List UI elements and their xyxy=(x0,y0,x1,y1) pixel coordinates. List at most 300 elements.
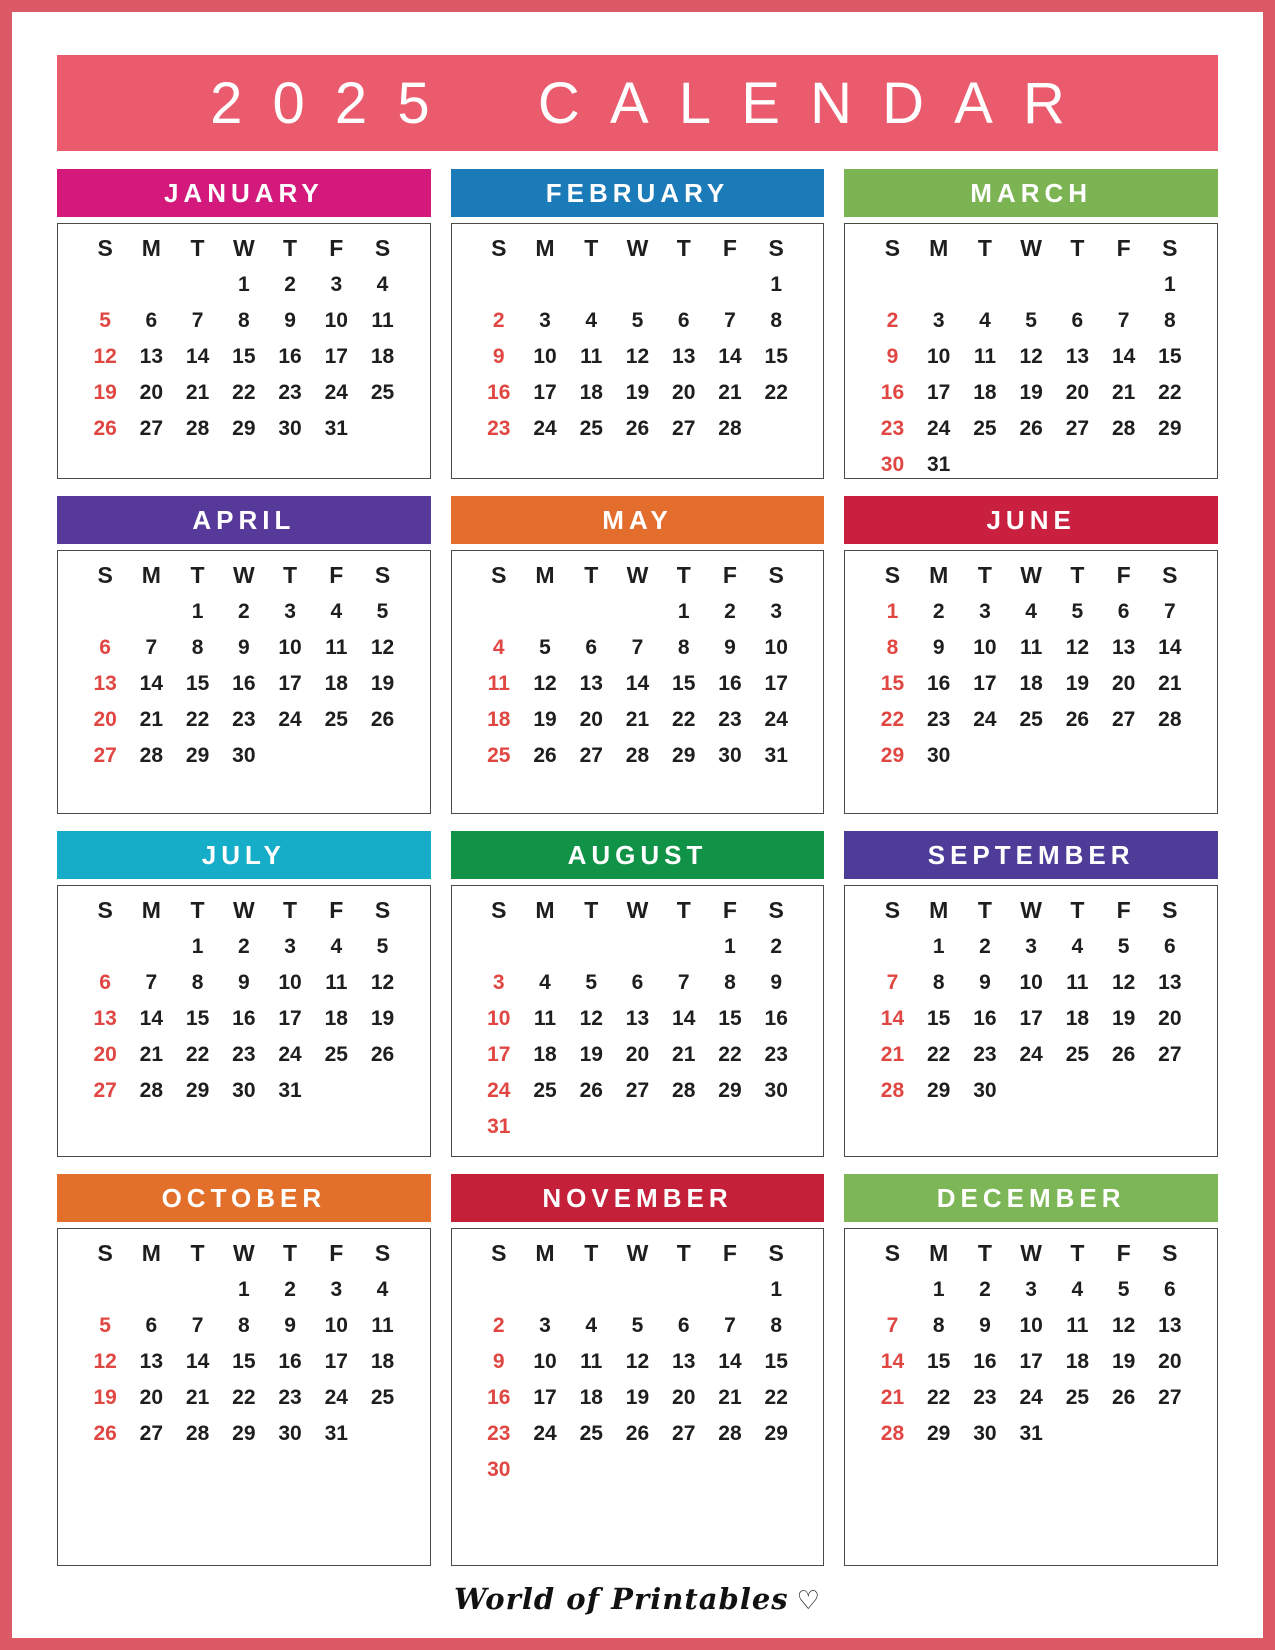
day-cell: 21 xyxy=(139,1043,164,1066)
day-cell: 9 xyxy=(932,636,945,659)
day-cell xyxy=(962,738,1008,774)
day-cell: 3 xyxy=(492,971,505,994)
day-cell: 14 xyxy=(625,672,650,695)
day-cell: 27 xyxy=(1065,417,1090,440)
day-cell: 12 xyxy=(1111,971,1136,994)
day-cell: 20 xyxy=(672,381,696,404)
day-cell: 4 xyxy=(585,1314,598,1337)
day-cell: 25 xyxy=(1065,1043,1090,1066)
weekday-letter: W xyxy=(626,562,649,588)
day-cell: 19 xyxy=(625,1386,650,1409)
day-cell: 18 xyxy=(1065,1350,1090,1373)
day-cell: 27 xyxy=(1158,1386,1182,1409)
month-date-grid xyxy=(57,223,431,479)
weekday-letter: T xyxy=(190,1240,205,1266)
day-cell: 19 xyxy=(625,381,650,404)
weekday-letter: W xyxy=(232,235,255,261)
day-cell: 11 xyxy=(371,309,394,332)
day-cell: 11 xyxy=(580,1350,603,1373)
day-cell xyxy=(707,1272,753,1308)
week-row xyxy=(82,1380,406,1416)
weekday-letter: S xyxy=(491,897,507,923)
day-cell: 15 xyxy=(880,672,905,695)
day-cell: 10 xyxy=(927,345,951,368)
weekday-letter: T xyxy=(1070,562,1085,588)
day-cell: 3 xyxy=(979,600,991,623)
page-title: 2025 CALENDAR xyxy=(210,70,1096,136)
week-row xyxy=(476,965,800,1001)
day-cell: 14 xyxy=(185,1350,210,1373)
day-cell: 6 xyxy=(1117,600,1130,623)
weekday-letter: S xyxy=(884,562,901,588)
day-cell: 16 xyxy=(718,672,742,695)
day-cell: 13 xyxy=(1158,1314,1182,1337)
week-row xyxy=(476,1416,800,1452)
day-cell: 30 xyxy=(278,417,302,440)
day-cell: 1 xyxy=(191,600,204,623)
day-cell: 22 xyxy=(764,1386,788,1409)
day-cell: 19 xyxy=(579,1043,603,1066)
day-cell xyxy=(1101,1416,1147,1452)
day-cell xyxy=(1008,267,1054,303)
day-cell: 29 xyxy=(185,1079,210,1102)
day-cell xyxy=(82,929,128,965)
day-cell xyxy=(174,267,220,303)
day-cell: 20 xyxy=(139,381,164,404)
day-cell: 18 xyxy=(533,1043,557,1066)
week-row xyxy=(476,303,800,339)
weekday-letter: T xyxy=(283,562,298,588)
day-cell: 4 xyxy=(539,971,551,994)
weekday-letter: S xyxy=(1162,235,1178,261)
day-cell: 2 xyxy=(886,309,899,332)
day-cell: 9 xyxy=(979,1314,991,1337)
day-cell: 7 xyxy=(1117,309,1130,332)
day-cell: 14 xyxy=(880,1007,905,1030)
month-date-grid xyxy=(57,550,431,814)
week-row xyxy=(82,929,406,965)
day-cell xyxy=(476,929,522,965)
day-cell xyxy=(614,1452,660,1488)
weekday-letter: T xyxy=(1070,897,1085,923)
week-row xyxy=(869,339,1193,375)
day-cell: 2 xyxy=(284,273,296,296)
day-cell: 21 xyxy=(1111,381,1136,404)
weekday-letter: S xyxy=(1162,1240,1178,1266)
day-cell xyxy=(1008,738,1054,774)
day-cell: 17 xyxy=(324,345,348,368)
month-june xyxy=(844,496,1218,814)
month-date-grid xyxy=(57,1228,431,1566)
day-cell: 31 xyxy=(324,417,348,440)
day-cell xyxy=(1147,447,1193,483)
day-cell: 12 xyxy=(1019,345,1043,368)
day-cell: 8 xyxy=(191,971,204,994)
day-cell: 28 xyxy=(139,744,164,767)
day-cell: 30 xyxy=(232,744,256,767)
weekday-letter: T xyxy=(676,235,691,261)
day-cell xyxy=(614,267,660,303)
day-cell: 2 xyxy=(979,935,991,958)
day-cell: 14 xyxy=(718,345,742,368)
weekday-letter: T xyxy=(283,897,298,923)
weekday-letter: M xyxy=(141,1240,161,1266)
day-cell: 3 xyxy=(1025,935,1037,958)
day-cell: 20 xyxy=(1111,672,1136,695)
day-cell: 11 xyxy=(533,1007,557,1030)
day-cell: 7 xyxy=(886,971,899,994)
day-cell xyxy=(359,1073,405,1109)
day-cell: 28 xyxy=(880,1422,905,1445)
day-cell: 25 xyxy=(324,1043,348,1066)
weekday-letter: M xyxy=(141,562,161,588)
day-cell: 29 xyxy=(927,1422,951,1445)
day-cell: 1 xyxy=(237,273,250,296)
day-cell: 25 xyxy=(533,1079,557,1102)
week-row xyxy=(82,303,406,339)
day-cell: 9 xyxy=(284,309,296,332)
day-cell: 19 xyxy=(93,1386,117,1409)
day-cell: 29 xyxy=(672,744,696,767)
weekday-letter: T xyxy=(584,235,599,261)
day-cell xyxy=(267,738,313,774)
day-cell: 5 xyxy=(376,600,389,623)
week-row xyxy=(82,738,406,774)
weekday-letter: W xyxy=(1020,897,1042,923)
day-cell: 4 xyxy=(330,600,343,623)
day-cell xyxy=(174,1272,220,1308)
day-cell: 5 xyxy=(1117,1278,1130,1301)
day-cell: 29 xyxy=(764,1422,788,1445)
day-cell: 26 xyxy=(1065,708,1090,731)
day-cell: 12 xyxy=(370,636,395,659)
day-cell: 10 xyxy=(278,971,302,994)
day-cell: 4 xyxy=(1025,600,1037,623)
day-cell: 3 xyxy=(1025,1278,1037,1301)
day-cell xyxy=(522,929,568,965)
day-cell: 20 xyxy=(1158,1007,1182,1030)
day-cell xyxy=(359,411,405,447)
day-cell: 28 xyxy=(139,1079,164,1102)
weekday-letter: S xyxy=(884,897,901,923)
day-cell: 18 xyxy=(579,381,603,404)
day-cell xyxy=(753,1109,799,1145)
day-cell: 7 xyxy=(886,1314,899,1337)
day-cell: 22 xyxy=(185,1043,210,1066)
month-header: JULY xyxy=(57,831,431,879)
day-cell: 31 xyxy=(764,744,788,767)
weekday-letter: T xyxy=(977,562,992,588)
weekday-letter: W xyxy=(232,1240,255,1266)
day-cell: 8 xyxy=(677,636,690,659)
day-cell xyxy=(661,1272,707,1308)
weekday-letter: S xyxy=(374,562,391,588)
day-cell: 13 xyxy=(1158,971,1182,994)
day-cell: 5 xyxy=(376,935,389,958)
weekday-letter: F xyxy=(722,1240,737,1266)
day-cell: 6 xyxy=(677,1314,690,1337)
day-cell: 27 xyxy=(1158,1043,1182,1066)
day-cell: 18 xyxy=(487,708,511,731)
weekday-letter: T xyxy=(1070,235,1085,261)
day-cell xyxy=(522,1272,568,1308)
day-cell: 5 xyxy=(631,1314,644,1337)
weekday-header-row xyxy=(82,892,406,929)
day-cell: 22 xyxy=(927,1386,951,1409)
week-row xyxy=(82,1037,406,1073)
day-cell: 24 xyxy=(973,708,997,731)
day-cell: 13 xyxy=(1065,345,1090,368)
day-cell xyxy=(1101,267,1147,303)
weekday-letter: S xyxy=(374,1240,391,1266)
day-cell: 25 xyxy=(487,744,511,767)
day-cell: 5 xyxy=(99,309,111,332)
week-row xyxy=(82,965,406,1001)
day-cell: 18 xyxy=(370,345,395,368)
day-cell xyxy=(1054,1416,1100,1452)
day-cell: 27 xyxy=(139,1422,164,1445)
day-cell: 12 xyxy=(625,1350,650,1373)
day-cell: 25 xyxy=(973,417,997,440)
brand-name: World of Printables xyxy=(454,1582,789,1616)
weekday-letter: W xyxy=(626,235,649,261)
day-cell: 9 xyxy=(492,1350,505,1373)
weekday-letter: S xyxy=(97,235,113,261)
day-cell: 23 xyxy=(927,708,951,731)
week-row xyxy=(476,1109,800,1145)
day-cell: 21 xyxy=(880,1386,905,1409)
day-cell xyxy=(1008,1073,1054,1109)
day-cell: 16 xyxy=(487,381,511,404)
day-cell: 27 xyxy=(672,417,696,440)
day-cell: 13 xyxy=(139,345,164,368)
day-cell: 14 xyxy=(880,1350,905,1373)
day-cell: 3 xyxy=(330,273,343,296)
weekday-letter: T xyxy=(190,897,205,923)
day-cell: 17 xyxy=(533,1386,557,1409)
day-cell: 22 xyxy=(718,1043,742,1066)
weekday-letter: F xyxy=(329,235,344,261)
day-cell: 16 xyxy=(973,1350,997,1373)
week-row xyxy=(476,1344,800,1380)
weekday-header-row xyxy=(476,1235,800,1272)
day-cell: 5 xyxy=(585,971,598,994)
day-cell: 9 xyxy=(284,1314,296,1337)
day-cell: 13 xyxy=(1111,636,1136,659)
day-cell: 13 xyxy=(579,672,603,695)
day-cell: 5 xyxy=(631,309,644,332)
weekday-letter: F xyxy=(722,562,737,588)
day-cell xyxy=(869,267,915,303)
weekday-header-row xyxy=(476,557,800,594)
day-cell: 7 xyxy=(191,1314,204,1337)
day-cell: 24 xyxy=(927,417,951,440)
day-cell: 5 xyxy=(1025,309,1037,332)
week-row xyxy=(869,411,1193,447)
day-cell: 10 xyxy=(487,1007,511,1030)
day-cell xyxy=(568,594,614,630)
weekday-letter: S xyxy=(884,235,901,261)
day-cell xyxy=(128,594,174,630)
week-row xyxy=(476,1452,800,1488)
weekday-letter: T xyxy=(584,562,599,588)
day-cell: 12 xyxy=(1111,1314,1136,1337)
day-cell: 10 xyxy=(973,636,997,659)
day-cell: 26 xyxy=(533,744,557,767)
day-cell: 7 xyxy=(191,309,204,332)
day-cell xyxy=(1101,447,1147,483)
day-cell: 15 xyxy=(185,672,210,695)
day-cell: 31 xyxy=(1019,1422,1043,1445)
weekday-header-row xyxy=(82,557,406,594)
day-cell: 11 xyxy=(325,971,348,994)
day-cell: 20 xyxy=(93,1043,117,1066)
week-row xyxy=(869,1272,1193,1308)
weekday-header-row xyxy=(476,230,800,267)
day-cell: 1 xyxy=(932,1278,945,1301)
day-cell: 5 xyxy=(539,636,551,659)
day-cell: 21 xyxy=(880,1043,905,1066)
weekday-letter: M xyxy=(929,562,949,588)
day-cell: 21 xyxy=(185,381,210,404)
week-row xyxy=(476,738,800,774)
month-date-grid xyxy=(844,550,1218,814)
weekday-letter: T xyxy=(283,1240,298,1266)
day-cell: 1 xyxy=(724,935,736,958)
week-row xyxy=(869,303,1193,339)
day-cell: 15 xyxy=(232,345,256,368)
day-cell: 30 xyxy=(487,1458,511,1481)
day-cell: 10 xyxy=(324,1314,348,1337)
month-october xyxy=(57,1174,431,1566)
day-cell: 8 xyxy=(770,1314,783,1337)
day-cell: 22 xyxy=(1158,381,1182,404)
month-date-grid xyxy=(844,223,1218,479)
day-cell: 28 xyxy=(625,744,650,767)
week-row xyxy=(869,375,1193,411)
day-cell: 16 xyxy=(880,381,905,404)
week-row xyxy=(869,1073,1193,1109)
footer-brand xyxy=(57,1582,1218,1616)
day-cell: 7 xyxy=(724,309,736,332)
day-cell: 2 xyxy=(770,935,783,958)
week-row xyxy=(82,339,406,375)
weekday-letter: M xyxy=(535,562,555,588)
day-cell: 13 xyxy=(625,1007,650,1030)
day-cell: 7 xyxy=(145,971,158,994)
day-cell: 20 xyxy=(139,1386,164,1409)
day-cell xyxy=(1147,1416,1193,1452)
day-cell xyxy=(313,738,359,774)
day-cell: 1 xyxy=(237,1278,250,1301)
day-cell: 10 xyxy=(1019,971,1043,994)
month-header: APRIL xyxy=(57,496,431,544)
day-cell: 23 xyxy=(973,1386,997,1409)
day-cell: 14 xyxy=(139,672,164,695)
day-cell: 13 xyxy=(672,345,696,368)
day-cell xyxy=(869,1272,915,1308)
day-cell xyxy=(522,1109,568,1145)
day-cell: 2 xyxy=(284,1278,296,1301)
day-cell: 23 xyxy=(278,1386,302,1409)
day-cell: 6 xyxy=(1071,309,1084,332)
day-cell: 21 xyxy=(139,708,164,731)
day-cell: 6 xyxy=(1164,935,1176,958)
day-cell: 30 xyxy=(278,1422,302,1445)
day-cell: 29 xyxy=(232,417,256,440)
day-cell xyxy=(707,1109,753,1145)
day-cell: 23 xyxy=(278,381,302,404)
day-cell xyxy=(128,267,174,303)
day-cell: 25 xyxy=(1065,1386,1090,1409)
weekday-letter: M xyxy=(535,1240,555,1266)
week-row xyxy=(869,267,1193,303)
week-row xyxy=(82,630,406,666)
month-february xyxy=(451,169,825,479)
day-cell: 30 xyxy=(232,1079,256,1102)
day-cell: 28 xyxy=(185,1422,210,1445)
day-cell: 1 xyxy=(677,600,690,623)
month-august xyxy=(451,831,825,1157)
day-cell: 31 xyxy=(487,1115,511,1138)
weekday-header-row xyxy=(82,1235,406,1272)
day-cell: 8 xyxy=(932,971,945,994)
weekday-letter: F xyxy=(1116,897,1131,923)
day-cell: 2 xyxy=(492,1314,505,1337)
day-cell xyxy=(614,1109,660,1145)
day-cell: 16 xyxy=(232,1007,256,1030)
week-row xyxy=(869,1308,1193,1344)
weekday-letter: S xyxy=(97,1240,113,1266)
weekday-letter: F xyxy=(329,562,344,588)
day-cell: 14 xyxy=(139,1007,164,1030)
day-cell: 3 xyxy=(330,1278,343,1301)
day-cell: 30 xyxy=(927,744,951,767)
day-cell: 3 xyxy=(932,309,945,332)
day-cell: 26 xyxy=(370,1043,395,1066)
week-row xyxy=(476,702,800,738)
week-row xyxy=(476,594,800,630)
day-cell: 25 xyxy=(370,1386,395,1409)
day-cell: 5 xyxy=(99,1314,111,1337)
day-cell xyxy=(82,594,128,630)
day-cell: 18 xyxy=(579,1386,603,1409)
week-row xyxy=(869,447,1193,483)
day-cell: 1 xyxy=(932,935,945,958)
day-cell: 19 xyxy=(533,708,557,731)
weekday-letter: T xyxy=(977,235,992,261)
day-cell: 2 xyxy=(932,600,945,623)
day-cell: 1 xyxy=(1164,273,1176,296)
day-cell xyxy=(869,929,915,965)
month-header: MARCH xyxy=(844,169,1218,217)
day-cell: 5 xyxy=(1117,935,1130,958)
day-cell xyxy=(614,594,660,630)
weekday-letter: T xyxy=(584,897,599,923)
day-cell xyxy=(1054,1073,1100,1109)
day-cell xyxy=(1054,738,1100,774)
week-row xyxy=(869,630,1193,666)
day-cell: 7 xyxy=(677,971,690,994)
day-cell: 1 xyxy=(886,600,899,623)
day-cell: 18 xyxy=(973,381,997,404)
weekday-letter: S xyxy=(1162,897,1178,923)
day-cell: 14 xyxy=(1111,345,1136,368)
day-cell: 16 xyxy=(487,1386,511,1409)
month-may xyxy=(451,496,825,814)
day-cell: 25 xyxy=(579,1422,603,1445)
month-header: FEBRUARY xyxy=(451,169,825,217)
